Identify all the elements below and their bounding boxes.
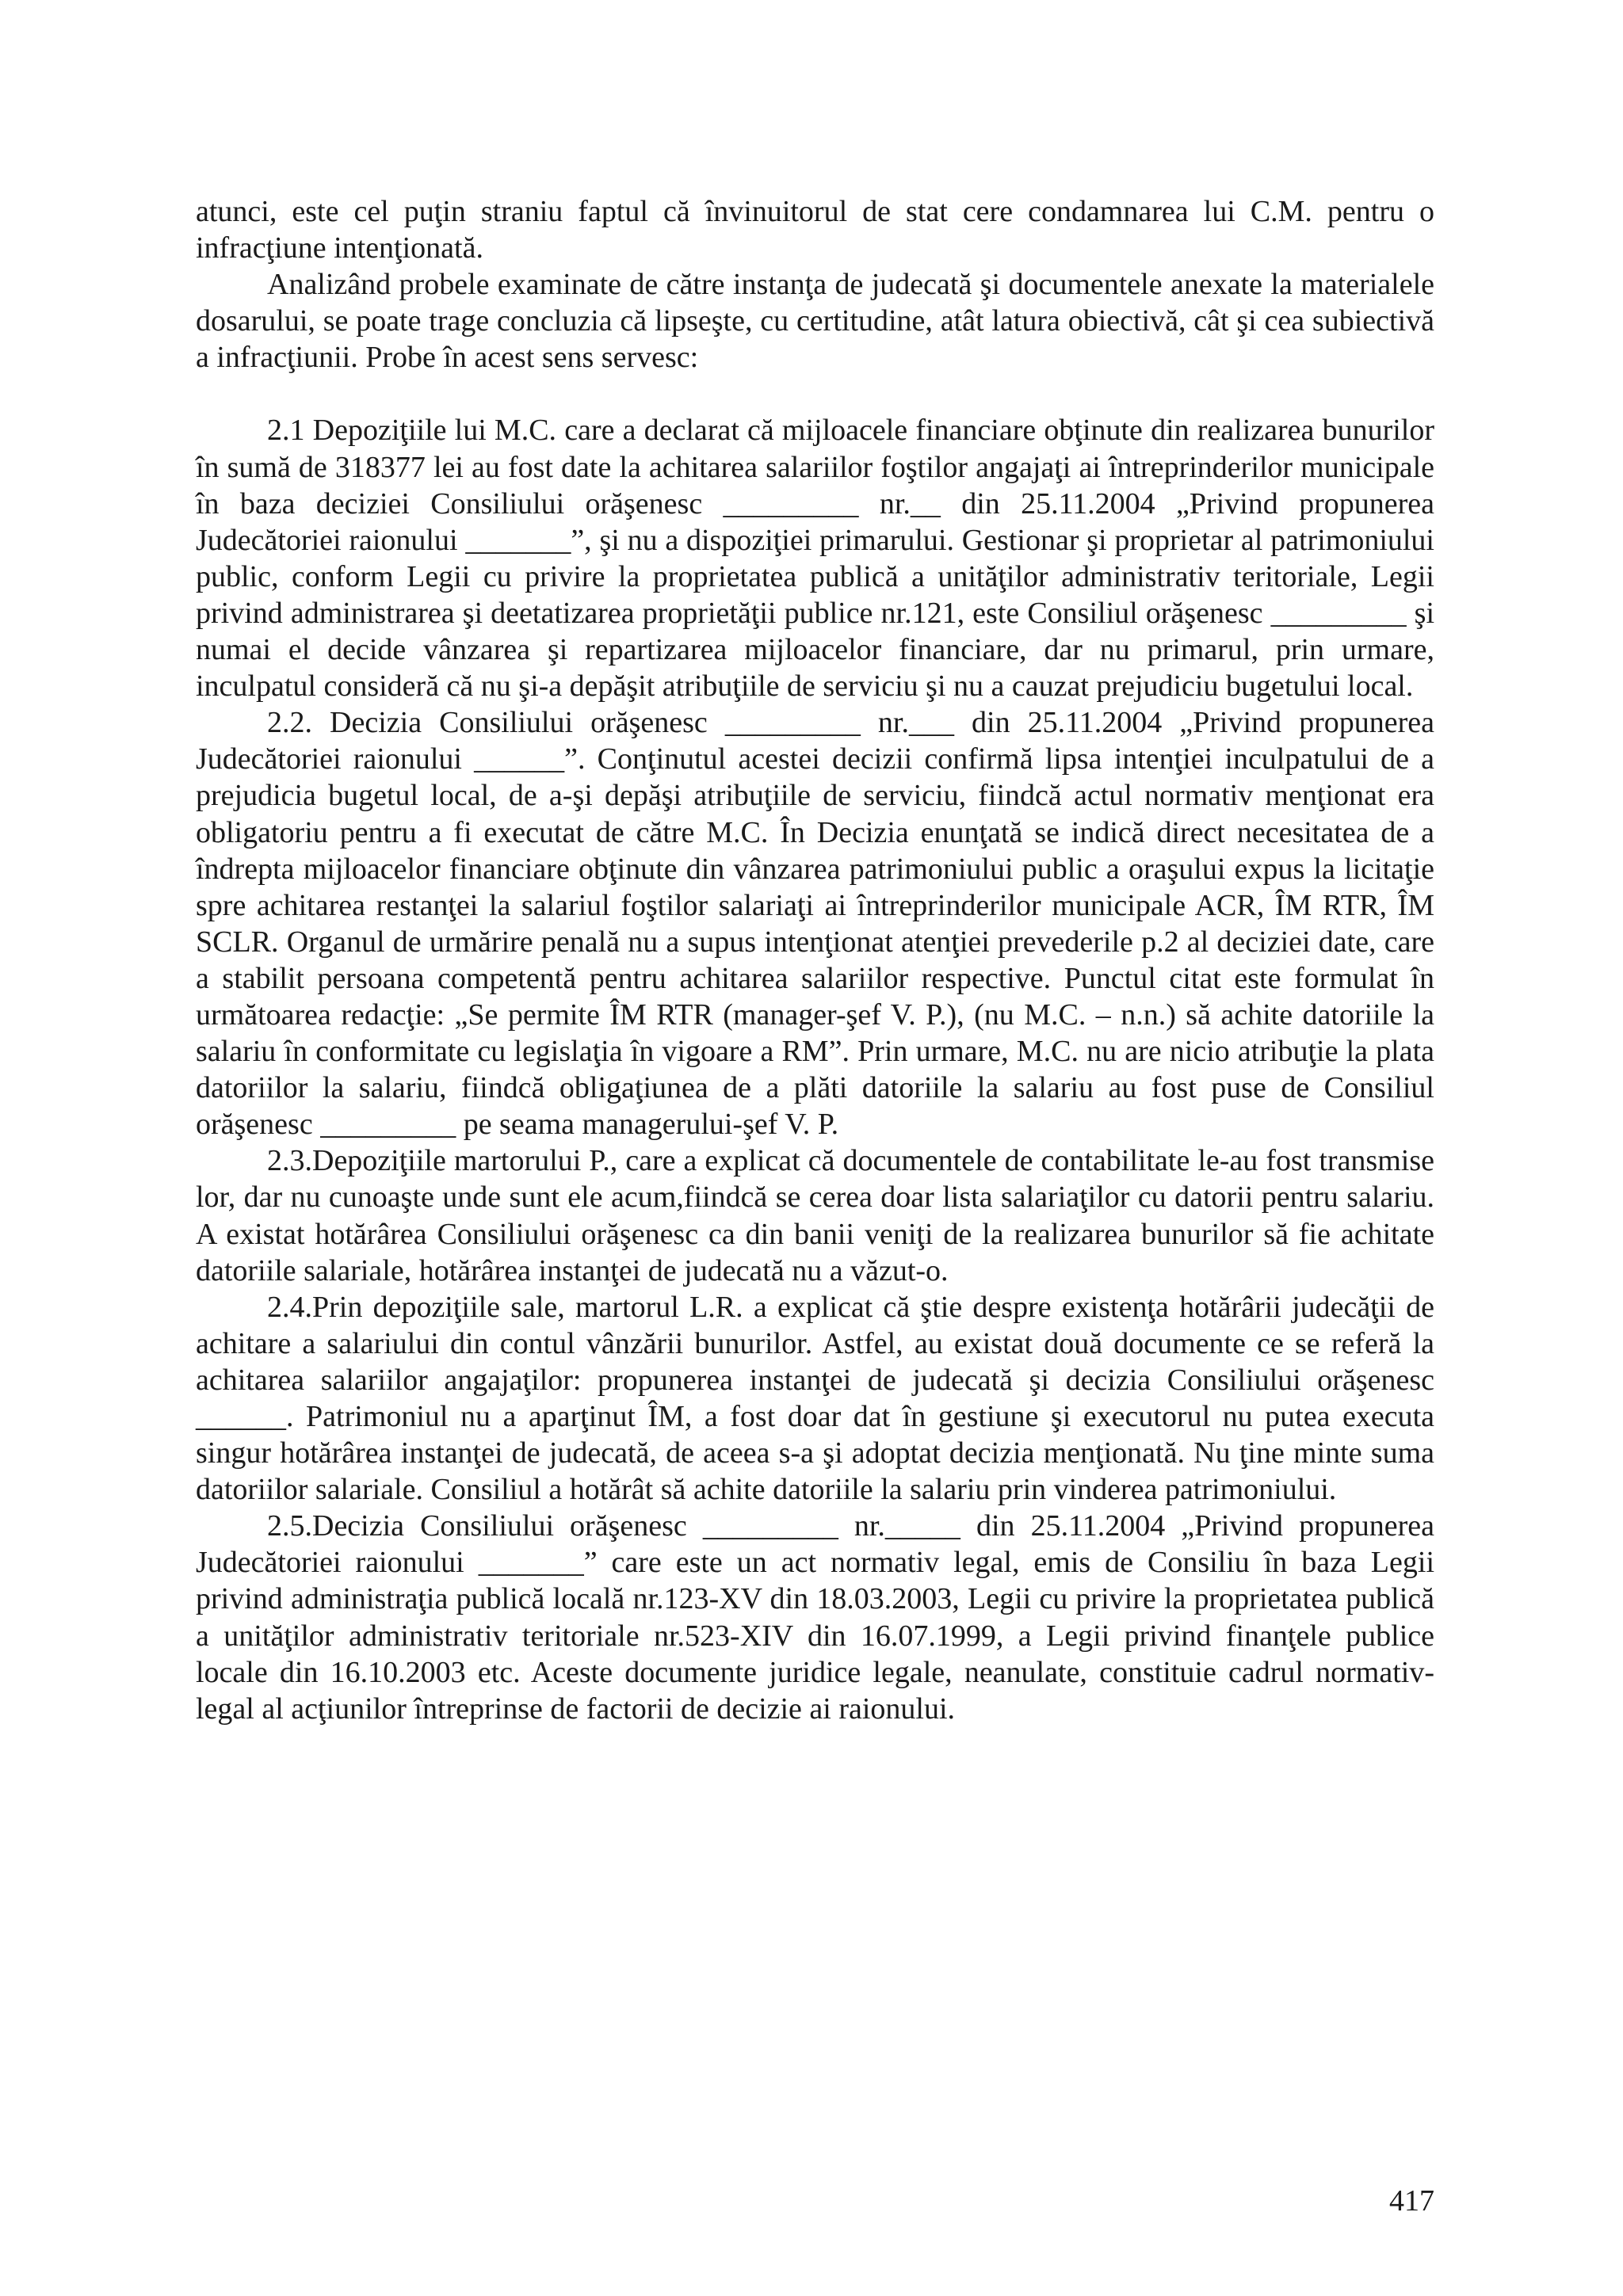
paragraph-2-5: 2.5.Decizia Consiliului orăşenesc _________ nr._____ din 25.11.2004 „Privind propunerea Judecătoriei raionului _______” care este un act normativ legal, emis de Consiliu în baza Legii privind administraţia publică locală nr.123-XV din 18.03.2003, Legii cu privire la proprietatea publică a unităţilor administrativ teritoriale nr.523-XIV din 16.07.1999, a Legii privind finanţele publice locale din 16.10.2003 etc. Aceste documente juridice legale, neanulate, constituie cadrul normativ-legal al acţiunilor întreprinse de factorii de decizie ai raionului. [196, 1509, 1434, 1726]
paragraph-2-4: 2.4.Prin depoziţiile sale, martorul L.R. a explicat că ştie despre existenţa hotărârii judecăţii de achitare a salariului din contul vânzării bunurilor. Astfel, au existat două documente ce se referă la achitarea salariilor angajaţilor: propunerea instanţei de judecată şi decizia Consiliului orăşenesc ______. Patrimoniul nu a aparţinut ÎM, a fost doar dat în gestiune şi executorul nu putea executa singur hotărârea instanţei de judecată, de aceea s-a şi adoptat decizia menţionată. Nu ţine minte suma datoriilor salariale. Consiliul a hotărât să achite datoriile la salariu prin vinderea patrimoniului. [196, 1290, 1434, 1507]
paragraph-2-3: 2.3.Depoziţiile martorului P., care a explicat că documentele de contabilitate le-au fost transmise lor, dar nu cunoaşte unde sunt ele acum,fiindcă se cerea doar lista salariaţilor cu datorii pentru salariu. A existat hotărârea Consiliului orăşenesc ca din banii veniţi de la realizarea bunurilor să fie achitate datoriile salariale, hotărârea instanţei de judecată nu a văzut-o. [196, 1144, 1434, 1287]
paragraph-analysis: Analizând probele examinate de către instanţa de judecată şi documentele anexate la materialele dosarului, se poate trage concluzia că lipseşte, cu certitudine, atât latura obiectivă, cât şi cea subiectivă a infracţiunii. Probe în acest sens servesc: [196, 268, 1434, 375]
paragraph-spacer [196, 376, 1434, 412]
paragraph-continuation: atunci, este cel puţin straniu faptul că învinuitorul de stat cere condamnarea lui C.M. pentru o infracţiune intenţionată. [196, 195, 1434, 265]
paragraph-2-1: 2.1 Depoziţiile lui M.C. care a declarat că mijloacele financiare obţinute din realizarea bunurilor în sumă de 318377 lei au fost date la achitarea salariilor foştilor angajaţi ai întreprinderilor municipale în baza deciziei Consiliului orăşenesc _________ nr.__ din 25.11.2004 „Privind propunerea Judecătoriei raionului _______”, şi nu a dispoziţiei primarului. Gestionar şi proprietar al patrimoniului public, conform Legii cu privire la proprietatea publică a unităţilor administrativ teritoriale, Legii privind administrarea şi deetatizarea proprietăţii publice nr.121, este Consiliul orăşenesc _________ şi numai el decide vânzarea şi repartizarea mijloacelor financiare, dar nu primarul, prin urmare, inculpatul consideră că nu şi-a depăşit atribuţiile de serviciu şi nu a cauzat prejudiciu bugetului local. [196, 414, 1434, 704]
document-body [196, 193, 1434, 1727]
paragraph-2-2: 2.2. Decizia Consiliului orăşenesc _________ nr.___ din 25.11.2004 „Privind propunerea Judecătoriei raionului ______”. Conţinutul acestei decizii confirmă lipsa intenţiei inculpatului de a prejudicia bugetul local, de a-şi depăşi atribuţiile de serviciu, fiindcă actul normativ menţionat era obligatoriu pentru a fi executat de către M.C. În Decizia enunţată se indică direct necesitatea de a îndrepta mijloacelor financiare obţinute din vânzarea patrimoniului public a oraşului expus la licitaţie spre achitarea restanţei la salariul foştilor salariaţi ai întreprinderilor municipale ACR, ÎM RTR, ÎM SCLR. Organul de urmărire penală nu a supus intenţionat atenţiei prevederile p.2 al deciziei date, care a stabilit persoana competentă pentru achitarea salariilor respective. Punctul citat este formulat în următoarea redacţie: „Se permite ÎM RTR (manager-şef V. P.), (nu M.C. – n.n.) să achite datoriile la salariu în conformitate cu legislaţia în vigoare a RM”. Prin urmare, M.C. nu are nicio atribuţie la plata datoriilor la salariu, fiindcă obligaţiunea de a plăti datoriile la salariu au fost puse de Consiliul orăşenesc _________ pe seama managerului-şef V. P. [196, 706, 1434, 1142]
page-number: 417 [1389, 2184, 1434, 2218]
